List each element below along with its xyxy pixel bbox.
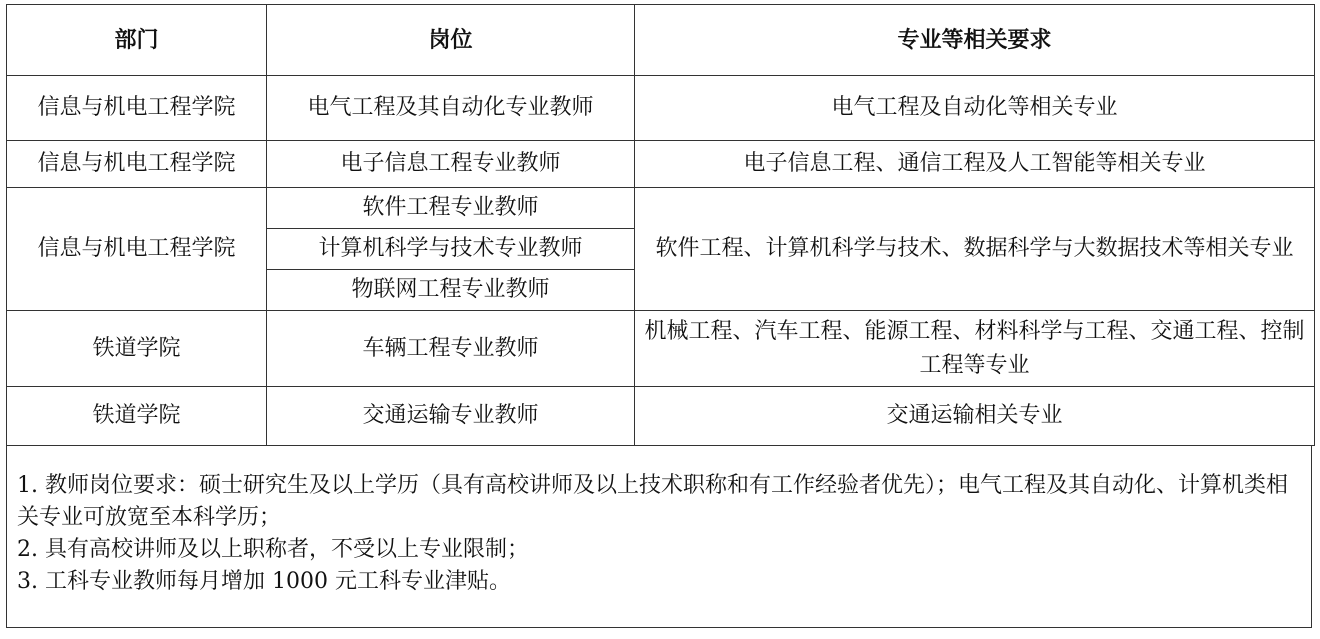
cell-post: 电气工程及其自动化专业教师: [267, 76, 635, 141]
cell-requirements: 电子信息工程、通信工程及人工智能等相关专业: [635, 141, 1315, 188]
cell-department: 铁道学院: [7, 311, 267, 387]
cell-department: 信息与机电工程学院: [7, 141, 267, 188]
cell-requirements: 电气工程及自动化等相关专业: [635, 76, 1315, 141]
cell-requirements: 软件工程、计算机科学与技术、数据科学与大数据技术等相关专业: [635, 188, 1315, 311]
header-department: 部门: [7, 5, 267, 76]
cell-department: 信息与机电工程学院: [7, 188, 267, 311]
table-row: [7, 188, 1315, 229]
cell-post: 物联网工程专业教师: [267, 270, 635, 311]
cell-post: 计算机科学与技术专业教师: [267, 229, 635, 270]
cell-department: 铁道学院: [7, 387, 267, 446]
cell-requirements: 机械工程、汽车工程、能源工程、材料科学与工程、交通工程、控制工程等专业: [635, 311, 1315, 387]
cell-post: 电子信息工程专业教师: [267, 141, 635, 188]
cell-department: 信息与机电工程学院: [7, 76, 267, 141]
cell-requirements: 交通运输相关专业: [635, 387, 1315, 446]
header-post: 岗位: [267, 5, 635, 76]
note-item: 3. 工科专业教师每月增加 1000 元工科专业津贴。: [17, 569, 511, 594]
header-requirements: 专业等相关要求: [635, 5, 1315, 76]
note-item: 1. 教师岗位要求：硕士研究生及以上学历（具有高校讲师及以上技术职称和有工作经验者优先）；电气工程及其自动化、计算机类相关专业可放宽至本科学历；: [17, 473, 1288, 530]
table-row: [7, 387, 1315, 446]
table-row: [7, 311, 1315, 387]
recruitment-document: [6, 4, 1314, 636]
cell-post: 车辆工程专业教师: [267, 311, 635, 387]
note-item: 2. 具有高校讲师及以上职称者，不受以上专业限制；: [17, 537, 529, 562]
cell-post: 软件工程专业教师: [267, 188, 635, 229]
requirements-table: [6, 4, 1315, 446]
table-row: [7, 76, 1315, 141]
notes-box: [6, 446, 1312, 628]
cell-post: 交通运输专业教师: [267, 387, 635, 446]
table-row: [7, 141, 1315, 188]
table-header-row: [7, 5, 1315, 76]
